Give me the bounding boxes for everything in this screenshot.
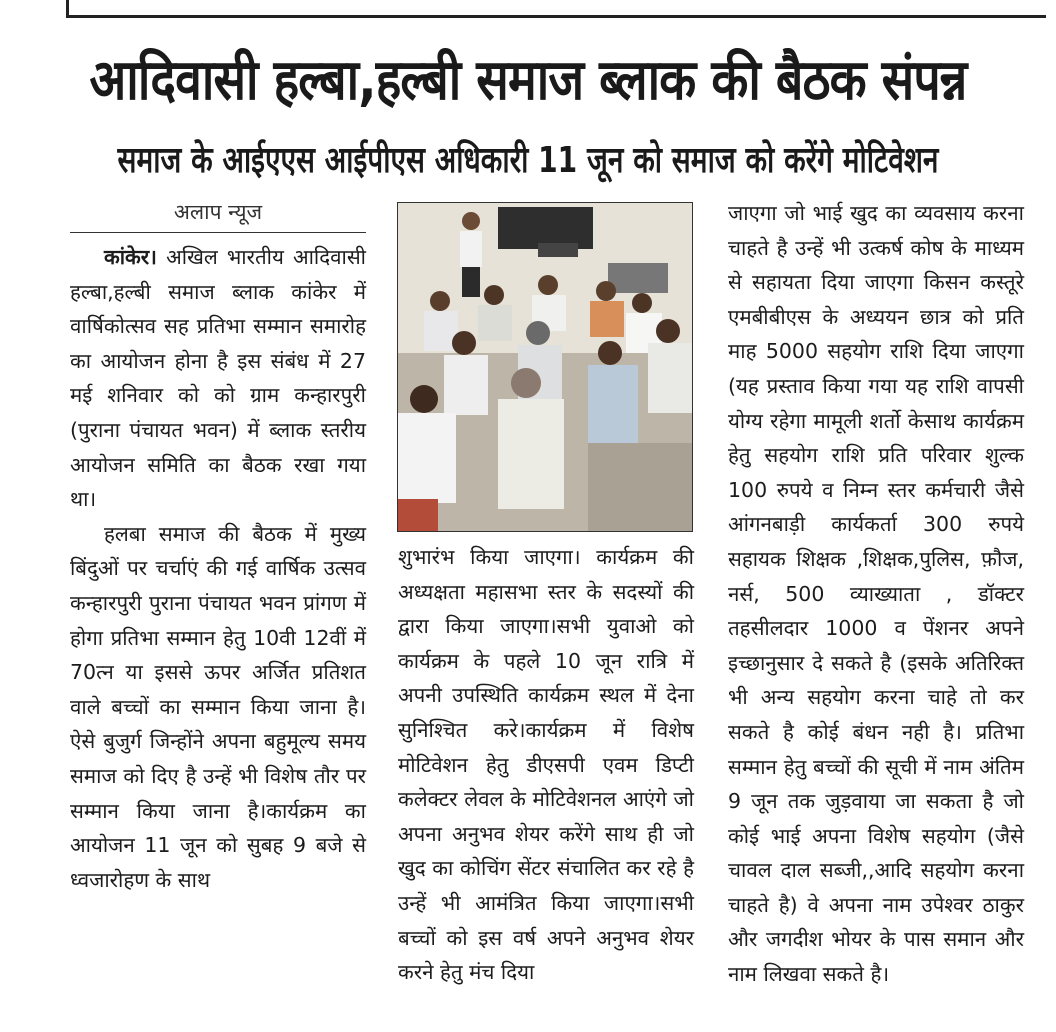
subheadline: समाज के आईएएस आईपीएस अधिकारी 11 जून को समाज को करेंगे मोटिवेशन: [117, 140, 939, 181]
meeting-photo: [397, 202, 693, 532]
paragraph-1-text: अखिल भारतीय आदिवासी हल्बा,हल्बी समाज ब्लाक कांकेर में वार्षिकोत्सव सह प्रतिभा सम्मान समारोह का आयोजन होना है इस संबंध में 27 मई शनिवार को को ग्राम कन्हारपुरी (पुराना पंचायत भवन) में ब्लाक स्तरीय आयोजन समिति का बैठक रखा गया था।: [70, 245, 366, 512]
top-border-rule: [66, 0, 1046, 18]
paragraph-1: [70, 240, 366, 517]
article-column-3: [728, 196, 1024, 992]
paragraph-2: हलबा समाज की बैठक में मुख्य बिंदुओं पर चर्चाएं की गई वार्षिक उत्सव कन्हारपुरी पुराना पंचायत भवन प्रांगण में होगा प्रतिभा सम्मान हेतु 10वी 12वीं में 70त्न या इससे ऊपर अर्जित प्रतिशत वाले बच्चों का सम्मान किया जाना है। ऐसे बुजुर्ग जिन्होंने अपना बहुमूल्य समय समाज को दिए है उन्हें भी विशेष तौर पर सम्मान किया जाना है।कार्यक्रम का आयोजन 11 जून को सुबह 9 बजे से ध्वजारोहण के साथ: [70, 521, 366, 892]
column-3-text: जाएगा जो भाई खुद का व्यवसाय करना चाहते है उन्हें भी उत्कर्ष कोष के माध्यम से सहायता दिया जाएगा किसन कस्तूरे एमबीबीएस के अध्ययन छात्र को प्रति माह 5000 सहयोग राशि दिया जाएगा (यह प्रस्ताव किया गया यह राशि वापसी योग्य रहेगा मामूली शर्तो केसाथ कार्यक्रम हेतु सहयोग राशि प्रति परिवार शुल्क 100 रुपये व निम्न स्तर कर्मचारी जैसे आंगनबाड़ी कार्यकर्ता 300 रुपये सहायक शिक्षक ,शिक्षक,पुलिस, फ़ौज, नर्स, 500 व्याख्याता , डॉक्टर तहसीलदार 1000 व पेंशनर अपने इच्छानुसार दे सकते है (इसके अतिरिक्त भी अन्य सहयोग करना चाहे तो कर सकते है कोई बंधन नही है। प्रतिभा सम्मान हेतु बच्चों की सूची में नाम अंतिम 9 जून तक जुड़वाया जा सकता है जो कोई भाई अपना विशेष सहयोग (जैसे चावल दाल सब्जी,,आदि सहयोग करना चाहते है) वे अपना नाम उपेश्वर ठाकुर और जगदीश भोयर के पास समान और नाम लिखवा सकते है।: [728, 201, 1024, 987]
headline: आदिवासी हल्बा,हल्बी समाज ब्लाक की बैठक संपन्न: [89, 48, 967, 113]
meeting-photo-illustration: [398, 203, 693, 532]
dateline: कांकेर।: [104, 245, 157, 269]
byline: अलाप न्यूज: [70, 198, 366, 233]
article-column-1: [70, 240, 366, 897]
column-2-text: शुभारंभ किया जाएगा। कार्यक्रम की अध्यक्षता महासभा स्तर के सदस्यों की द्वारा किया जाएगा।सभी युवाओ को कार्यक्रम के पहले 10 जून रात्रि में अपनी उपस्थिति कार्यक्रम स्थल में देना सुनिश्चित करे।कार्यक्रम में विशेष मोटिवेशन हेतु डीएसपी एवम डिप्टी कलेक्टर लेवल के मोटिवेशनल आएंगे जो अपना अनुभव शेयर करेंगे साथ ही जो खुद का कोचिंग सेंटर संचालित कर रहे है उन्हें भी आमंत्रित किया जाएगा।सभी बच्चों को इस वर्ष अपने अनुभव शेयर करने हेतु मंच दिया: [398, 545, 694, 985]
article-column-2: [398, 540, 694, 990]
